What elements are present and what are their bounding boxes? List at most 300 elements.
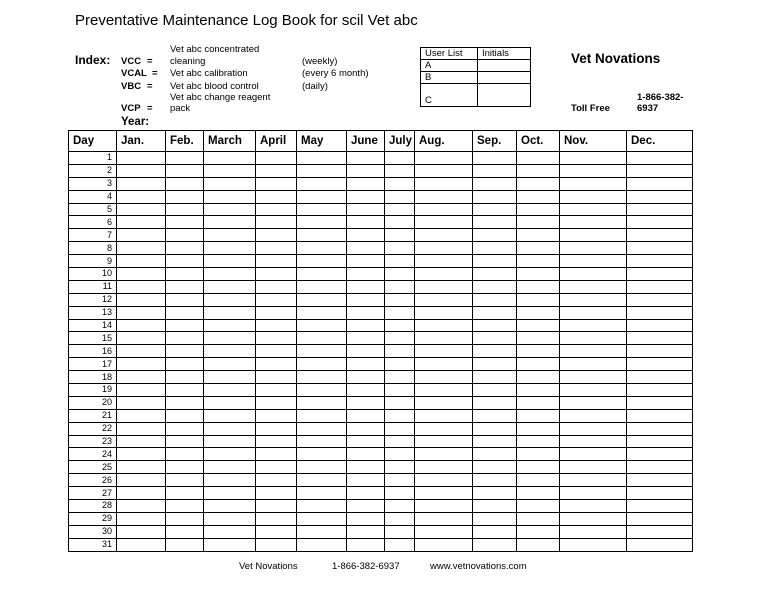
log-entry-cell[interactable]: [166, 409, 204, 422]
log-entry-cell[interactable]: [204, 525, 256, 538]
log-entry-cell[interactable]: [204, 164, 256, 177]
log-entry-cell[interactable]: [256, 152, 297, 165]
log-entry-cell[interactable]: [204, 461, 256, 474]
log-entry-cell[interactable]: [627, 474, 693, 487]
log-entry-cell[interactable]: [627, 242, 693, 255]
log-entry-cell[interactable]: [415, 538, 473, 551]
log-entry-cell[interactable]: [627, 448, 693, 461]
log-entry-cell[interactable]: [560, 512, 627, 525]
log-entry-cell[interactable]: [415, 448, 473, 461]
log-entry-cell[interactable]: [560, 371, 627, 384]
log-entry-cell[interactable]: [166, 525, 204, 538]
log-entry-cell[interactable]: [347, 487, 385, 500]
log-entry-cell[interactable]: [117, 229, 166, 242]
log-entry-cell[interactable]: [517, 152, 560, 165]
log-entry-cell[interactable]: [627, 280, 693, 293]
log-entry-cell[interactable]: [560, 268, 627, 281]
log-entry-cell[interactable]: [347, 435, 385, 448]
log-entry-cell[interactable]: [560, 203, 627, 216]
log-entry-cell[interactable]: [560, 152, 627, 165]
log-entry-cell[interactable]: [347, 216, 385, 229]
log-entry-cell[interactable]: [166, 384, 204, 397]
log-entry-cell[interactable]: [473, 190, 517, 203]
initials-a[interactable]: [478, 60, 531, 72]
log-entry-cell[interactable]: [256, 512, 297, 525]
log-entry-cell[interactable]: [415, 164, 473, 177]
log-entry-cell[interactable]: [473, 538, 517, 551]
log-entry-cell[interactable]: [347, 396, 385, 409]
log-entry-cell[interactable]: [297, 512, 347, 525]
log-entry-cell[interactable]: [517, 203, 560, 216]
log-entry-cell[interactable]: [517, 280, 560, 293]
log-entry-cell[interactable]: [560, 332, 627, 345]
log-entry-cell[interactable]: [347, 525, 385, 538]
log-entry-cell[interactable]: [204, 216, 256, 229]
log-entry-cell[interactable]: [347, 306, 385, 319]
log-entry-cell[interactable]: [166, 538, 204, 551]
log-entry-cell[interactable]: [166, 152, 204, 165]
log-entry-cell[interactable]: [560, 435, 627, 448]
log-entry-cell[interactable]: [117, 422, 166, 435]
log-entry-cell[interactable]: [627, 319, 693, 332]
log-entry-cell[interactable]: [473, 371, 517, 384]
log-entry-cell[interactable]: [517, 500, 560, 513]
log-entry-cell[interactable]: [204, 500, 256, 513]
log-entry-cell[interactable]: [117, 358, 166, 371]
log-entry-cell[interactable]: [297, 384, 347, 397]
log-entry-cell[interactable]: [256, 435, 297, 448]
log-entry-cell[interactable]: [560, 396, 627, 409]
log-entry-cell[interactable]: [256, 538, 297, 551]
log-entry-cell[interactable]: [385, 525, 415, 538]
log-entry-cell[interactable]: [347, 500, 385, 513]
log-entry-cell[interactable]: [117, 190, 166, 203]
log-entry-cell[interactable]: [415, 500, 473, 513]
log-entry-cell[interactable]: [297, 487, 347, 500]
log-entry-cell[interactable]: [517, 332, 560, 345]
log-entry-cell[interactable]: [117, 525, 166, 538]
log-entry-cell[interactable]: [204, 538, 256, 551]
log-entry-cell[interactable]: [385, 177, 415, 190]
log-entry-cell[interactable]: [256, 319, 297, 332]
log-entry-cell[interactable]: [204, 268, 256, 281]
log-entry-cell[interactable]: [297, 538, 347, 551]
log-entry-cell[interactable]: [517, 358, 560, 371]
log-entry-cell[interactable]: [166, 500, 204, 513]
log-entry-cell[interactable]: [415, 396, 473, 409]
log-entry-cell[interactable]: [560, 538, 627, 551]
log-entry-cell[interactable]: [560, 216, 627, 229]
log-entry-cell[interactable]: [560, 448, 627, 461]
log-entry-cell[interactable]: [256, 422, 297, 435]
log-entry-cell[interactable]: [256, 306, 297, 319]
log-entry-cell[interactable]: [473, 396, 517, 409]
log-entry-cell[interactable]: [256, 293, 297, 306]
log-entry-cell[interactable]: [560, 319, 627, 332]
log-entry-cell[interactable]: [415, 345, 473, 358]
log-entry-cell[interactable]: [415, 190, 473, 203]
log-entry-cell[interactable]: [415, 358, 473, 371]
log-entry-cell[interactable]: [415, 255, 473, 268]
log-entry-cell[interactable]: [517, 255, 560, 268]
log-entry-cell[interactable]: [385, 242, 415, 255]
log-entry-cell[interactable]: [117, 435, 166, 448]
log-entry-cell[interactable]: [117, 164, 166, 177]
log-entry-cell[interactable]: [204, 422, 256, 435]
log-entry-cell[interactable]: [517, 448, 560, 461]
log-entry-cell[interactable]: [347, 255, 385, 268]
log-entry-cell[interactable]: [560, 525, 627, 538]
log-entry-cell[interactable]: [385, 306, 415, 319]
log-entry-cell[interactable]: [347, 512, 385, 525]
log-entry-cell[interactable]: [517, 525, 560, 538]
log-entry-cell[interactable]: [385, 164, 415, 177]
log-entry-cell[interactable]: [385, 216, 415, 229]
log-entry-cell[interactable]: [627, 461, 693, 474]
log-entry-cell[interactable]: [415, 371, 473, 384]
log-entry-cell[interactable]: [627, 332, 693, 345]
log-entry-cell[interactable]: [415, 384, 473, 397]
log-entry-cell[interactable]: [204, 512, 256, 525]
log-entry-cell[interactable]: [347, 384, 385, 397]
log-entry-cell[interactable]: [297, 461, 347, 474]
log-entry-cell[interactable]: [627, 293, 693, 306]
log-entry-cell[interactable]: [517, 384, 560, 397]
log-entry-cell[interactable]: [517, 409, 560, 422]
log-entry-cell[interactable]: [517, 293, 560, 306]
log-entry-cell[interactable]: [473, 164, 517, 177]
log-entry-cell[interactable]: [385, 396, 415, 409]
log-entry-cell[interactable]: [347, 190, 385, 203]
log-entry-cell[interactable]: [204, 474, 256, 487]
log-entry-cell[interactable]: [117, 461, 166, 474]
log-entry-cell[interactable]: [560, 190, 627, 203]
log-entry-cell[interactable]: [517, 487, 560, 500]
log-entry-cell[interactable]: [117, 319, 166, 332]
log-entry-cell[interactable]: [256, 409, 297, 422]
log-entry-cell[interactable]: [560, 280, 627, 293]
log-entry-cell[interactable]: [166, 242, 204, 255]
footer-website[interactable]: www.vetnovations.com: [430, 561, 527, 572]
log-entry-cell[interactable]: [117, 242, 166, 255]
log-entry-cell[interactable]: [204, 409, 256, 422]
log-entry-cell[interactable]: [560, 164, 627, 177]
log-entry-cell[interactable]: [256, 255, 297, 268]
log-entry-cell[interactable]: [166, 358, 204, 371]
log-entry-cell[interactable]: [256, 229, 297, 242]
log-entry-cell[interactable]: [517, 474, 560, 487]
log-entry-cell[interactable]: [560, 409, 627, 422]
log-entry-cell[interactable]: [204, 242, 256, 255]
log-entry-cell[interactable]: [473, 525, 517, 538]
log-entry-cell[interactable]: [297, 177, 347, 190]
log-entry-cell[interactable]: [256, 164, 297, 177]
log-entry-cell[interactable]: [415, 293, 473, 306]
log-entry-cell[interactable]: [347, 203, 385, 216]
log-entry-cell[interactable]: [256, 487, 297, 500]
log-entry-cell[interactable]: [117, 396, 166, 409]
log-entry-cell[interactable]: [166, 216, 204, 229]
log-entry-cell[interactable]: [517, 319, 560, 332]
log-entry-cell[interactable]: [385, 345, 415, 358]
log-entry-cell[interactable]: [297, 268, 347, 281]
log-entry-cell[interactable]: [473, 487, 517, 500]
log-entry-cell[interactable]: [517, 190, 560, 203]
log-entry-cell[interactable]: [517, 422, 560, 435]
log-entry-cell[interactable]: [204, 293, 256, 306]
log-entry-cell[interactable]: [166, 487, 204, 500]
log-entry-cell[interactable]: [347, 280, 385, 293]
log-entry-cell[interactable]: [347, 293, 385, 306]
log-entry-cell[interactable]: [204, 152, 256, 165]
log-entry-cell[interactable]: [473, 500, 517, 513]
log-entry-cell[interactable]: [256, 500, 297, 513]
log-entry-cell[interactable]: [347, 152, 385, 165]
log-entry-cell[interactable]: [517, 177, 560, 190]
log-entry-cell[interactable]: [385, 474, 415, 487]
log-entry-cell[interactable]: [517, 306, 560, 319]
log-entry-cell[interactable]: [415, 306, 473, 319]
log-entry-cell[interactable]: [204, 435, 256, 448]
log-entry-cell[interactable]: [517, 229, 560, 242]
log-entry-cell[interactable]: [473, 152, 517, 165]
log-entry-cell[interactable]: [560, 461, 627, 474]
log-entry-cell[interactable]: [473, 293, 517, 306]
log-entry-cell[interactable]: [627, 345, 693, 358]
log-entry-cell[interactable]: [473, 268, 517, 281]
log-entry-cell[interactable]: [297, 474, 347, 487]
log-entry-cell[interactable]: [627, 396, 693, 409]
log-entry-cell[interactable]: [117, 409, 166, 422]
log-entry-cell[interactable]: [560, 500, 627, 513]
log-entry-cell[interactable]: [166, 190, 204, 203]
log-entry-cell[interactable]: [415, 268, 473, 281]
log-entry-cell[interactable]: [166, 177, 204, 190]
log-entry-cell[interactable]: [166, 371, 204, 384]
log-entry-cell[interactable]: [166, 435, 204, 448]
log-entry-cell[interactable]: [297, 358, 347, 371]
log-entry-cell[interactable]: [517, 396, 560, 409]
log-entry-cell[interactable]: [560, 242, 627, 255]
log-entry-cell[interactable]: [517, 242, 560, 255]
log-entry-cell[interactable]: [627, 268, 693, 281]
log-entry-cell[interactable]: [256, 384, 297, 397]
log-entry-cell[interactable]: [560, 422, 627, 435]
log-entry-cell[interactable]: [473, 512, 517, 525]
log-entry-cell[interactable]: [297, 203, 347, 216]
log-entry-cell[interactable]: [256, 474, 297, 487]
log-entry-cell[interactable]: [117, 448, 166, 461]
log-entry-cell[interactable]: [256, 461, 297, 474]
log-entry-cell[interactable]: [385, 203, 415, 216]
log-entry-cell[interactable]: [473, 435, 517, 448]
log-entry-cell[interactable]: [347, 474, 385, 487]
log-entry-cell[interactable]: [347, 345, 385, 358]
log-entry-cell[interactable]: [385, 461, 415, 474]
log-entry-cell[interactable]: [117, 332, 166, 345]
log-entry-cell[interactable]: [627, 525, 693, 538]
log-entry-cell[interactable]: [385, 448, 415, 461]
log-entry-cell[interactable]: [560, 255, 627, 268]
log-entry-cell[interactable]: [166, 293, 204, 306]
log-entry-cell[interactable]: [297, 216, 347, 229]
log-entry-cell[interactable]: [627, 409, 693, 422]
log-entry-cell[interactable]: [385, 280, 415, 293]
log-entry-cell[interactable]: [166, 396, 204, 409]
log-entry-cell[interactable]: [166, 474, 204, 487]
log-entry-cell[interactable]: [117, 474, 166, 487]
log-entry-cell[interactable]: [347, 229, 385, 242]
log-entry-cell[interactable]: [117, 345, 166, 358]
log-entry-cell[interactable]: [166, 461, 204, 474]
log-entry-cell[interactable]: [347, 422, 385, 435]
log-entry-cell[interactable]: [166, 280, 204, 293]
log-entry-cell[interactable]: [297, 319, 347, 332]
log-entry-cell[interactable]: [347, 177, 385, 190]
log-entry-cell[interactable]: [117, 293, 166, 306]
log-entry-cell[interactable]: [415, 242, 473, 255]
log-entry-cell[interactable]: [385, 538, 415, 551]
log-entry-cell[interactable]: [473, 306, 517, 319]
log-entry-cell[interactable]: [627, 255, 693, 268]
log-entry-cell[interactable]: [117, 177, 166, 190]
log-entry-cell[interactable]: [117, 306, 166, 319]
log-entry-cell[interactable]: [347, 371, 385, 384]
log-entry-cell[interactable]: [473, 358, 517, 371]
log-entry-cell[interactable]: [256, 177, 297, 190]
log-entry-cell[interactable]: [627, 229, 693, 242]
log-entry-cell[interactable]: [347, 358, 385, 371]
log-entry-cell[interactable]: [166, 332, 204, 345]
log-entry-cell[interactable]: [473, 422, 517, 435]
log-entry-cell[interactable]: [473, 461, 517, 474]
log-entry-cell[interactable]: [297, 190, 347, 203]
log-entry-cell[interactable]: [204, 319, 256, 332]
log-entry-cell[interactable]: [117, 255, 166, 268]
log-entry-cell[interactable]: [204, 487, 256, 500]
log-entry-cell[interactable]: [297, 409, 347, 422]
log-entry-cell[interactable]: [204, 448, 256, 461]
log-entry-cell[interactable]: [166, 229, 204, 242]
log-entry-cell[interactable]: [517, 345, 560, 358]
log-entry-cell[interactable]: [204, 306, 256, 319]
log-entry-cell[interactable]: [297, 229, 347, 242]
log-entry-cell[interactable]: [204, 255, 256, 268]
log-entry-cell[interactable]: [256, 525, 297, 538]
log-entry-cell[interactable]: [415, 487, 473, 500]
log-entry-cell[interactable]: [517, 371, 560, 384]
log-entry-cell[interactable]: [347, 164, 385, 177]
log-entry-cell[interactable]: [204, 332, 256, 345]
log-entry-cell[interactable]: [166, 512, 204, 525]
log-entry-cell[interactable]: [627, 216, 693, 229]
log-entry-cell[interactable]: [560, 306, 627, 319]
log-entry-cell[interactable]: [415, 525, 473, 538]
log-entry-cell[interactable]: [385, 384, 415, 397]
log-entry-cell[interactable]: [385, 190, 415, 203]
log-entry-cell[interactable]: [627, 177, 693, 190]
log-entry-cell[interactable]: [627, 152, 693, 165]
log-entry-cell[interactable]: [560, 384, 627, 397]
log-entry-cell[interactable]: [297, 242, 347, 255]
log-entry-cell[interactable]: [347, 409, 385, 422]
log-entry-cell[interactable]: [560, 177, 627, 190]
log-entry-cell[interactable]: [385, 293, 415, 306]
log-entry-cell[interactable]: [347, 538, 385, 551]
log-entry-cell[interactable]: [117, 538, 166, 551]
log-entry-cell[interactable]: [627, 538, 693, 551]
log-entry-cell[interactable]: [517, 435, 560, 448]
log-entry-cell[interactable]: [347, 242, 385, 255]
log-entry-cell[interactable]: [385, 332, 415, 345]
log-entry-cell[interactable]: [117, 487, 166, 500]
log-entry-cell[interactable]: [627, 358, 693, 371]
log-entry-cell[interactable]: [473, 448, 517, 461]
log-entry-cell[interactable]: [560, 487, 627, 500]
log-entry-cell[interactable]: [297, 306, 347, 319]
log-entry-cell[interactable]: [627, 384, 693, 397]
log-entry-cell[interactable]: [204, 190, 256, 203]
log-entry-cell[interactable]: [297, 280, 347, 293]
log-entry-cell[interactable]: [166, 203, 204, 216]
log-entry-cell[interactable]: [473, 216, 517, 229]
log-entry-cell[interactable]: [204, 345, 256, 358]
log-entry-cell[interactable]: [517, 461, 560, 474]
log-entry-cell[interactable]: [117, 268, 166, 281]
log-entry-cell[interactable]: [385, 422, 415, 435]
log-entry-cell[interactable]: [415, 409, 473, 422]
log-entry-cell[interactable]: [204, 177, 256, 190]
log-entry-cell[interactable]: [560, 345, 627, 358]
log-entry-cell[interactable]: [627, 306, 693, 319]
log-entry-cell[interactable]: [256, 358, 297, 371]
log-entry-cell[interactable]: [473, 242, 517, 255]
log-entry-cell[interactable]: [473, 409, 517, 422]
log-entry-cell[interactable]: [117, 152, 166, 165]
log-entry-cell[interactable]: [204, 396, 256, 409]
log-entry-cell[interactable]: [517, 512, 560, 525]
log-entry-cell[interactable]: [204, 358, 256, 371]
log-entry-cell[interactable]: [297, 448, 347, 461]
log-entry-cell[interactable]: [517, 164, 560, 177]
log-entry-cell[interactable]: [166, 164, 204, 177]
log-entry-cell[interactable]: [256, 396, 297, 409]
log-entry-cell[interactable]: [473, 229, 517, 242]
log-entry-cell[interactable]: [347, 319, 385, 332]
log-entry-cell[interactable]: [256, 371, 297, 384]
log-entry-cell[interactable]: [473, 203, 517, 216]
log-entry-cell[interactable]: [473, 332, 517, 345]
log-entry-cell[interactable]: [415, 435, 473, 448]
log-entry-cell[interactable]: [627, 487, 693, 500]
log-entry-cell[interactable]: [297, 422, 347, 435]
log-entry-cell[interactable]: [256, 332, 297, 345]
log-entry-cell[interactable]: [560, 358, 627, 371]
log-entry-cell[interactable]: [385, 319, 415, 332]
log-entry-cell[interactable]: [166, 306, 204, 319]
log-entry-cell[interactable]: [256, 216, 297, 229]
log-entry-cell[interactable]: [385, 409, 415, 422]
log-entry-cell[interactable]: [297, 345, 347, 358]
log-entry-cell[interactable]: [297, 396, 347, 409]
log-entry-cell[interactable]: [347, 268, 385, 281]
log-entry-cell[interactable]: [117, 384, 166, 397]
log-entry-cell[interactable]: [385, 255, 415, 268]
log-entry-cell[interactable]: [297, 500, 347, 513]
log-entry-cell[interactable]: [297, 293, 347, 306]
log-entry-cell[interactable]: [347, 332, 385, 345]
log-entry-cell[interactable]: [517, 538, 560, 551]
